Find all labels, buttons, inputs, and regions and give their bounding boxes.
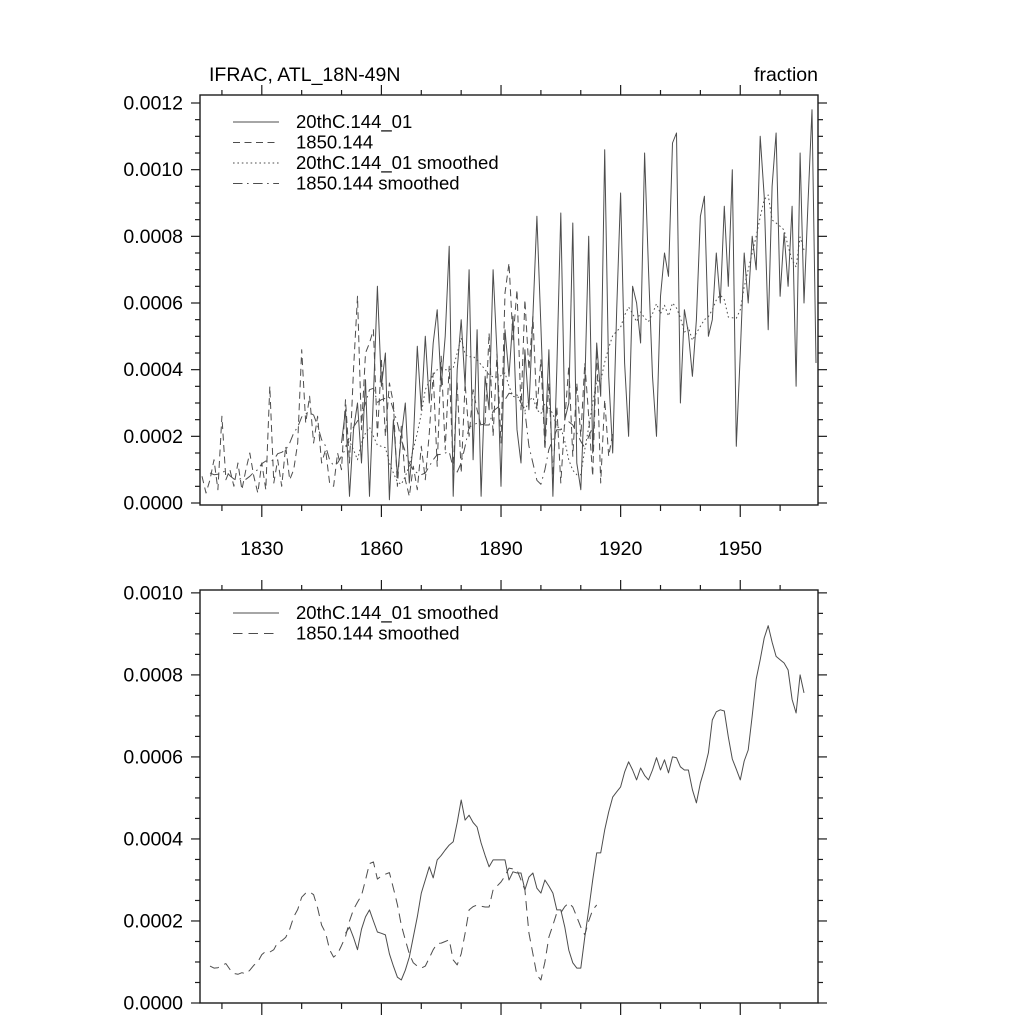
y-tick-label: 0.0000 [123, 492, 183, 515]
y-tick-label: 0.0000 [123, 992, 183, 1015]
legend-label: 20thC.144_01 smoothed [296, 152, 499, 173]
y-tick-label: 0.0010 [123, 159, 183, 182]
legend-item [233, 132, 373, 153]
legend-label: 20thC.144_01 smoothed [296, 602, 499, 623]
y-tick-label: 0.0006 [123, 292, 183, 315]
axis-ticks [191, 580, 827, 1015]
legend-item [233, 602, 499, 624]
legend-label: 1850.144 smoothed [296, 172, 460, 194]
bottom-chart [123, 580, 827, 1015]
x-tick-label: 1950 [718, 538, 762, 560]
series-20thc-144-01-smoothed [346, 626, 805, 980]
legend-item [233, 152, 499, 174]
y-tick-label: 0.0008 [123, 225, 183, 248]
x-tick-label: 1860 [359, 538, 404, 560]
y-tick-label: 0.0004 [123, 359, 183, 382]
series-1850-144 [202, 263, 613, 496]
series-1850-144-smoothed [210, 862, 597, 980]
legend [233, 602, 499, 644]
y-tick-label: 0.0012 [123, 92, 183, 115]
legend-label: 1850.144 smoothed [296, 622, 460, 644]
plot-box [200, 590, 818, 1003]
plot-box [200, 95, 818, 505]
units-label: fraction [754, 64, 818, 86]
y-tick-label: 0.0006 [123, 746, 183, 769]
y-tick-label: 0.0002 [123, 910, 183, 933]
x-tick-label: 1920 [598, 538, 643, 560]
chart-title: IFRAC, ATL_18N-49N [209, 64, 401, 86]
y-tick-label: 0.0008 [123, 664, 183, 687]
legend [233, 111, 499, 194]
y-tick-label: 0.0002 [123, 425, 183, 448]
y-tick-label: 0.0004 [123, 828, 183, 851]
legend-label: 1850.144 [296, 131, 374, 153]
legend-item [233, 173, 460, 194]
legend-item [233, 623, 460, 644]
x-tick-label: 1830 [240, 538, 284, 560]
legend-label: 20thC.144_01 [296, 111, 413, 132]
top-chart [123, 85, 827, 560]
x-tick-label: 1890 [479, 538, 523, 560]
legend-item [233, 111, 412, 133]
y-tick-label: 0.0010 [123, 582, 183, 605]
